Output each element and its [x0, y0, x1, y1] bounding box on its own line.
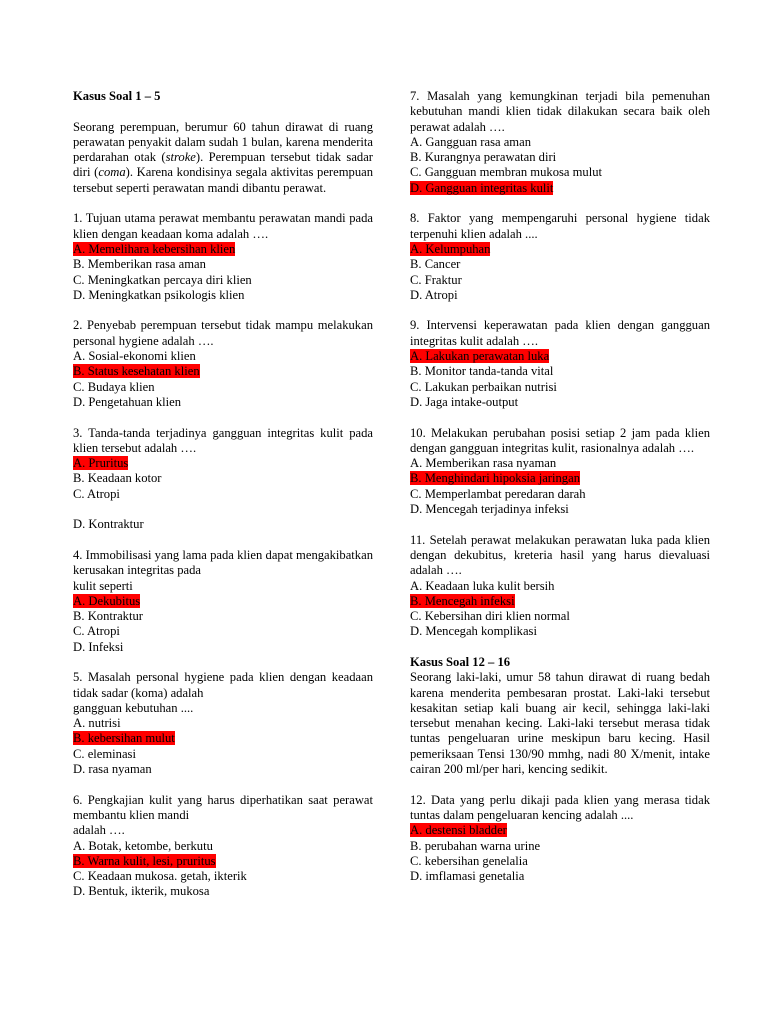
question-10	[410, 426, 710, 518]
scenario-italic-stroke: stroke	[165, 150, 196, 165]
case-2-heading: Kasus Soal 12 – 16	[410, 654, 511, 669]
question-stem: 8. Faktor yang mempengaruhi personal hygiene tidak terpenuhi klien adalah ....	[410, 211, 710, 241]
right-column	[410, 89, 710, 900]
option-b: B. perubahan warna urine	[410, 838, 541, 853]
question-2	[73, 318, 373, 410]
question-3	[73, 426, 373, 533]
question-stem: 7. Masalah yang kemungkinan terjadi bila pemenuhan kebutuhan mandi klien tidak dilakukan secara baik oleh perawat adalah ….	[410, 89, 710, 134]
option-a-correct: A. Pruritus	[73, 456, 129, 471]
option-b: B. Keadaan kotor	[73, 471, 162, 486]
option-d: D. Jaga intake-output	[410, 394, 519, 409]
option-a-correct: A. Lakukan perawatan luka	[410, 349, 550, 364]
option-b: B. Memberikan rasa aman	[73, 257, 206, 272]
option-d: D. Atropi	[410, 287, 458, 302]
option-b-correct: B. Warna kulit, lesi, pruritus	[73, 853, 216, 868]
option-a-correct: A. Kelumpuhan	[410, 241, 491, 256]
option-d-correct: D. Gangguan integritas kulit	[410, 180, 554, 195]
option-a-correct: A. Memelihara kebersihan klien	[73, 241, 236, 256]
question-stem: 6. Pengkajian kulit yang harus diperhatikan saat perawat membantu klien mandi	[73, 792, 373, 822]
question-7	[410, 89, 710, 196]
scenario-text-2: ). Perempuan tersebut tidak sadar diri (	[73, 150, 373, 180]
option-a: A. Sosial-ekonomi klien	[73, 349, 196, 364]
option-c: C. Meningkatkan percaya diri klien	[73, 272, 252, 287]
question-stem: 9. Intervensi keperawatan pada klien dengan gangguan integritas kulit adalah ….	[410, 318, 710, 348]
option-a: A. Keadaan luka kulit bersih	[410, 578, 555, 593]
question-1	[73, 211, 373, 303]
question-11	[410, 533, 710, 640]
scenario-text-3: ). Karena kondisinya segala aktivitas perempuan tersebut seperti perawatan mandi dibantu perawat.	[73, 165, 373, 195]
question-stem: 3. Tanda-tanda terjadinya gangguan integritas kulit pada klien tersebut adalah ….	[73, 425, 373, 455]
left-column	[73, 89, 373, 915]
option-d: D. Kontraktur	[73, 517, 144, 532]
question-5	[73, 670, 373, 777]
option-c: C. Keadaan mukosa. getah, ikterik	[73, 869, 247, 884]
option-b: B. Kurangnya perawatan diri	[410, 150, 557, 165]
question-9	[410, 318, 710, 410]
option-c: C. Budaya klien	[73, 379, 155, 394]
scenario-italic-coma: coma	[98, 165, 126, 180]
case-1-heading: Kasus Soal 1 – 5	[73, 89, 161, 103]
blank-line	[73, 502, 373, 517]
question-stem: 2. Penyebab perempuan tersebut tidak mampu melakukan personal hygiene adalah ….	[73, 318, 373, 348]
option-a-correct: A. Dekubitus	[73, 593, 141, 608]
option-a: A. Gangguan rasa aman	[410, 134, 531, 149]
question-stem: 1. Tujuan utama perawat membantu perawatan mandi pada klien dengan keadaan koma adalah ….	[73, 211, 373, 241]
option-c: C. Atropi	[73, 486, 120, 501]
question-stem-continued: adalah ….	[73, 823, 125, 838]
option-d: D. Mencegah terjadinya infeksi	[410, 502, 569, 517]
option-c: C. Fraktur	[410, 272, 462, 287]
option-b: B. Monitor tanda-tanda vital	[410, 364, 554, 379]
option-c: C. Gangguan membran mukosa mulut	[410, 165, 603, 180]
option-c: C. kebersihan genelalia	[410, 853, 528, 868]
option-a-correct: A. destensi bladder	[410, 823, 507, 838]
case-2-scenario: Seorang laki-laki, umur 58 tahun dirawat di ruang bedah karena menderita pembesaran prostat. Laki-laki tersebut kesakitan setiap kali buang air kecil, sehingga laki-laki tersebut menahan kecing. Laki-laki tersebut merasa tidak tuntas pengeluaran urine meskipun baru kecing. Hasil pemeriksaan Tensi 130/90 mmhg, nadi 80 X/menit, intake cairan 200 ml/per hari, kencing sedikit.	[410, 670, 710, 777]
option-d: D. imflamasi genetalia	[410, 869, 525, 884]
question-stem-continued: kulit seperti	[73, 578, 133, 593]
option-a: A. Memberikan rasa nyaman	[410, 456, 557, 471]
case-1-scenario	[73, 120, 373, 196]
option-a: A. Botak, ketombe, berkutu	[73, 838, 213, 853]
question-stem: 12. Data yang perlu dikaji pada klien yang merasa tidak tuntas dalam pengeluaran kencing adalah ....	[410, 792, 710, 822]
option-d: D. Infeksi	[73, 639, 124, 654]
question-12	[410, 793, 710, 885]
option-b-correct: B. Mencegah infeksi	[410, 593, 515, 608]
option-d: D. Pengetahuan klien	[73, 394, 182, 409]
option-b: B. Cancer	[410, 257, 461, 272]
option-d: D. Bentuk, ikterik, mukosa	[73, 884, 210, 899]
option-b-correct: B. kebersihan mulut	[73, 731, 175, 746]
question-stem: 10. Melakukan perubahan posisi setiap 2 jam pada klien dengan gangguan integritas kulit, rasionalnya adalah ….	[410, 425, 710, 455]
question-stem-continued: gangguan kebutuhan ....	[73, 700, 194, 715]
option-d: D. Mencegah komplikasi	[410, 624, 537, 639]
option-d: D. Meningkatkan psikologis klien	[73, 287, 245, 302]
option-c: C. Lakukan perbaikan nutrisi	[410, 379, 557, 394]
option-b-correct: B. Menghindari hipoksia jaringan	[410, 471, 580, 486]
question-8	[410, 211, 710, 303]
question-stem: 5. Masalah personal hygiene pada klien dengan keadaan tidak sadar (koma) adalah	[73, 670, 373, 700]
question-stem: 4. Immobilisasi yang lama pada klien dapat mengakibatkan kerusakan integritas pada	[73, 547, 373, 578]
option-a: A. nutrisi	[73, 716, 121, 731]
option-c: C. Atropi	[73, 624, 120, 639]
option-c: C. Kebersihan diri klien normal	[410, 609, 570, 624]
scenario-text-1: Seorang perempuan, berumur 60 tahun dirawat di ruang perawatan penyakit dalam sudah 1 bulan, karena menderita perdarahan otak (	[73, 119, 373, 165]
question-stem: 11. Setelah perawat melakukan perawatan luka pada klien dengan dekubitus, kreteria hasil yang harus dievaluasi adalah ….	[410, 532, 710, 578]
option-b-correct: B. Status kesehatan klien	[73, 364, 200, 379]
option-c: C. Memperlambat peredaran darah	[410, 486, 586, 501]
question-4	[73, 548, 373, 655]
question-6	[73, 793, 373, 900]
option-c: C. eleminasi	[73, 746, 136, 761]
option-d: D. rasa nyaman	[73, 762, 152, 777]
option-b: B. Kontraktur	[73, 609, 143, 624]
